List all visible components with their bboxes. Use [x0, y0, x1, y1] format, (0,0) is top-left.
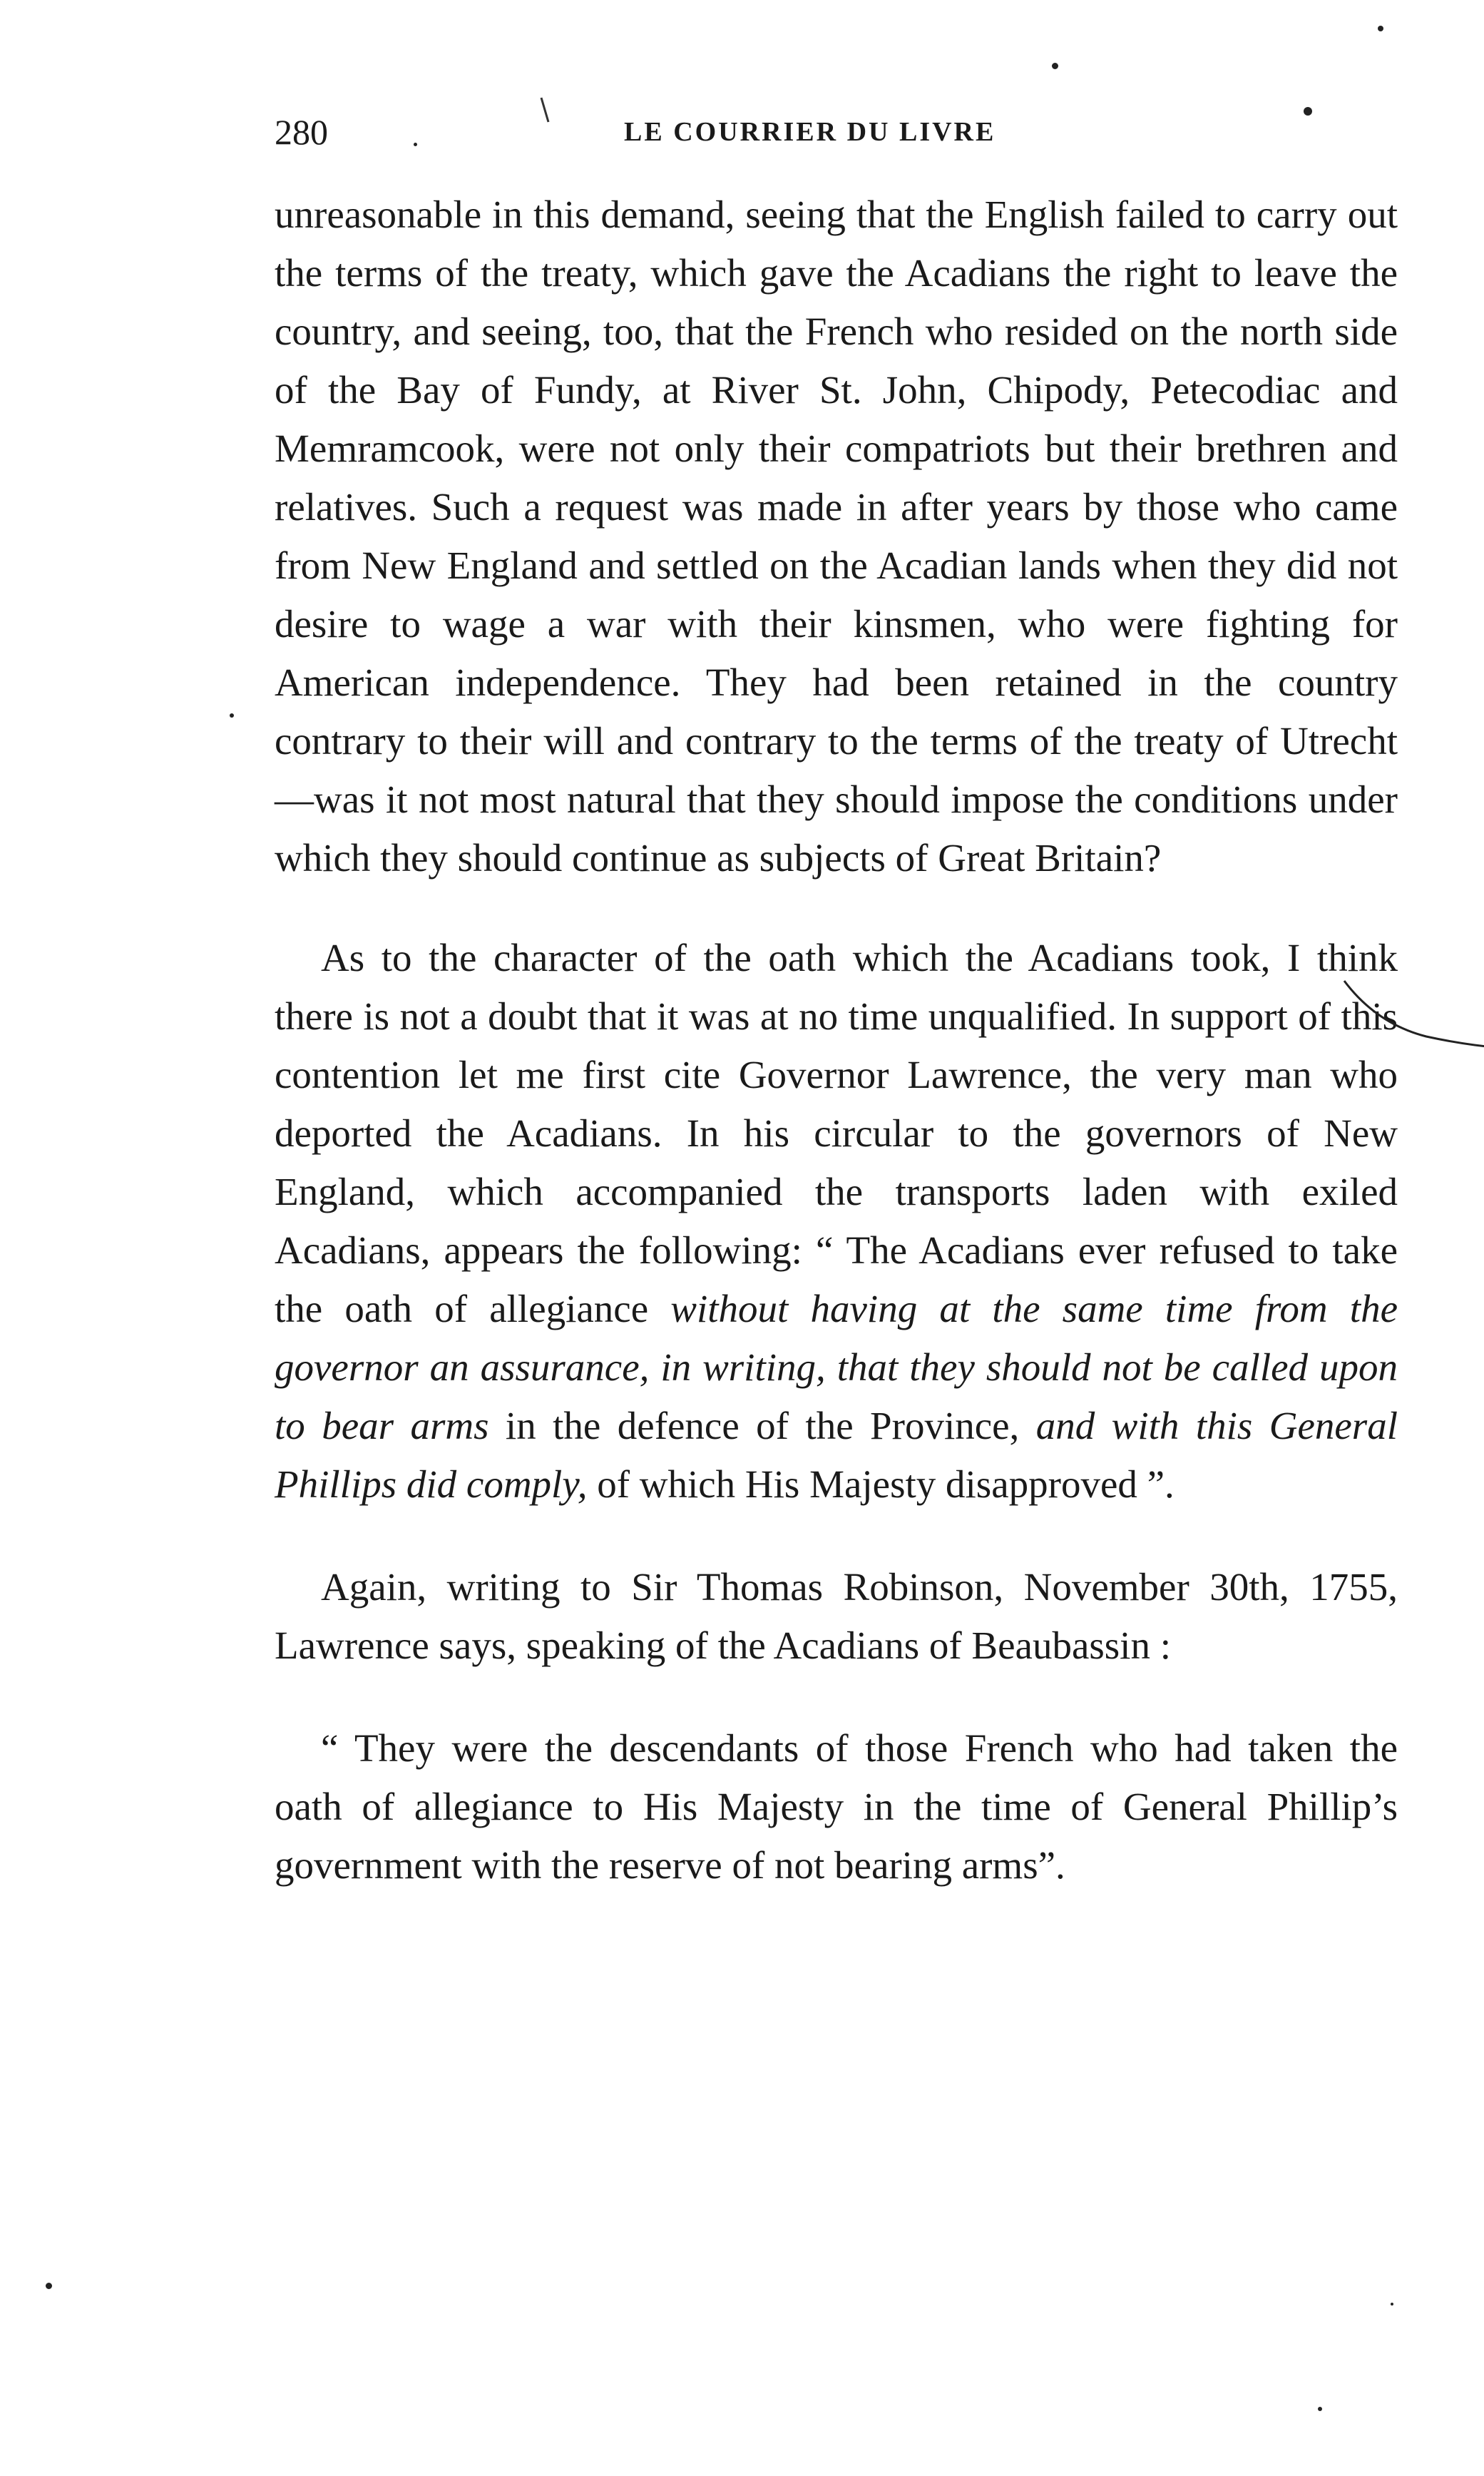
paragraph-2-text-middle: in the defence of the Province, — [488, 1404, 1036, 1447]
quote-italic-2: and with this General Phillips did comply, — [275, 1404, 1398, 1506]
paragraph-1: unreasonable in this demand, seeing that the English failed to carry out the terms of the treaty, which gave the Acadians the right to leave the country, and seeing, too, that the French who resided on the north side of the Bay of Fundy, at River St. John, Chipody, Petecodiac and Memramcook, were not only their compatriots but their brethren and relatives. Such a request was made in after years by those who came from New England and settled on the Acadian lands when they did not desire to wage a war with their kinsmen, who were fighting for American independence. They had been retained in the country contrary to their will and contrary to the terms of the treaty of Utrecht—was it not most natural that they should impose the conditions under which they should continue as subjects of Great Britain? — [275, 193, 1398, 880]
scan-speck — [46, 2283, 52, 2289]
paragraph-2 — [275, 929, 1398, 1514]
scan-speck — [1052, 63, 1058, 69]
journal-title: LE COURRIER DU LIVRE — [624, 117, 996, 147]
scan-speck — [414, 143, 417, 146]
pen-check-mark — [1341, 974, 1484, 1052]
paragraph-2-text-after: of which His Majesty disapproved ”. — [587, 1462, 1175, 1506]
scan-speck — [1378, 26, 1383, 31]
running-head — [275, 107, 1398, 157]
scan-speck — [1318, 2407, 1322, 2411]
pen-tick-mark — [538, 96, 553, 125]
paragraph-4: “ They were the descendants of those French who had taken the oath of allegiance to His Majesty in the time of General Phillip’s government with the reserve of not bearing arms”. — [275, 1726, 1398, 1887]
quote-italic-1: without having at the same time from the governor an assurance, in writing, that they should not be called upon to bear arms — [275, 1287, 1398, 1447]
paragraph-3: Again, writing to Sir Thomas Robinson, November 30th, 1755, Lawrence says, speaking of the Acadians of Beaubassin : — [275, 1565, 1398, 1667]
page-number: 280 — [275, 112, 328, 152]
scan-speck — [1391, 2303, 1393, 2306]
scan-speck — [230, 713, 234, 718]
body-text — [275, 185, 1398, 1895]
paragraph-2-text-before: As to the character of the oath which the Acadians took, I think there is not a doubt that it was at no time unqualified. In support of this contention let me first cite Governor Lawrence, the very man who deported the Acadians. In his circular to the governors of New England, which accompanied the transports laden with exiled Acadians, appears the following: “ The Acadians ever refused to take the oath of allegiance — [275, 936, 1398, 1330]
scan-speck — [1304, 107, 1312, 116]
